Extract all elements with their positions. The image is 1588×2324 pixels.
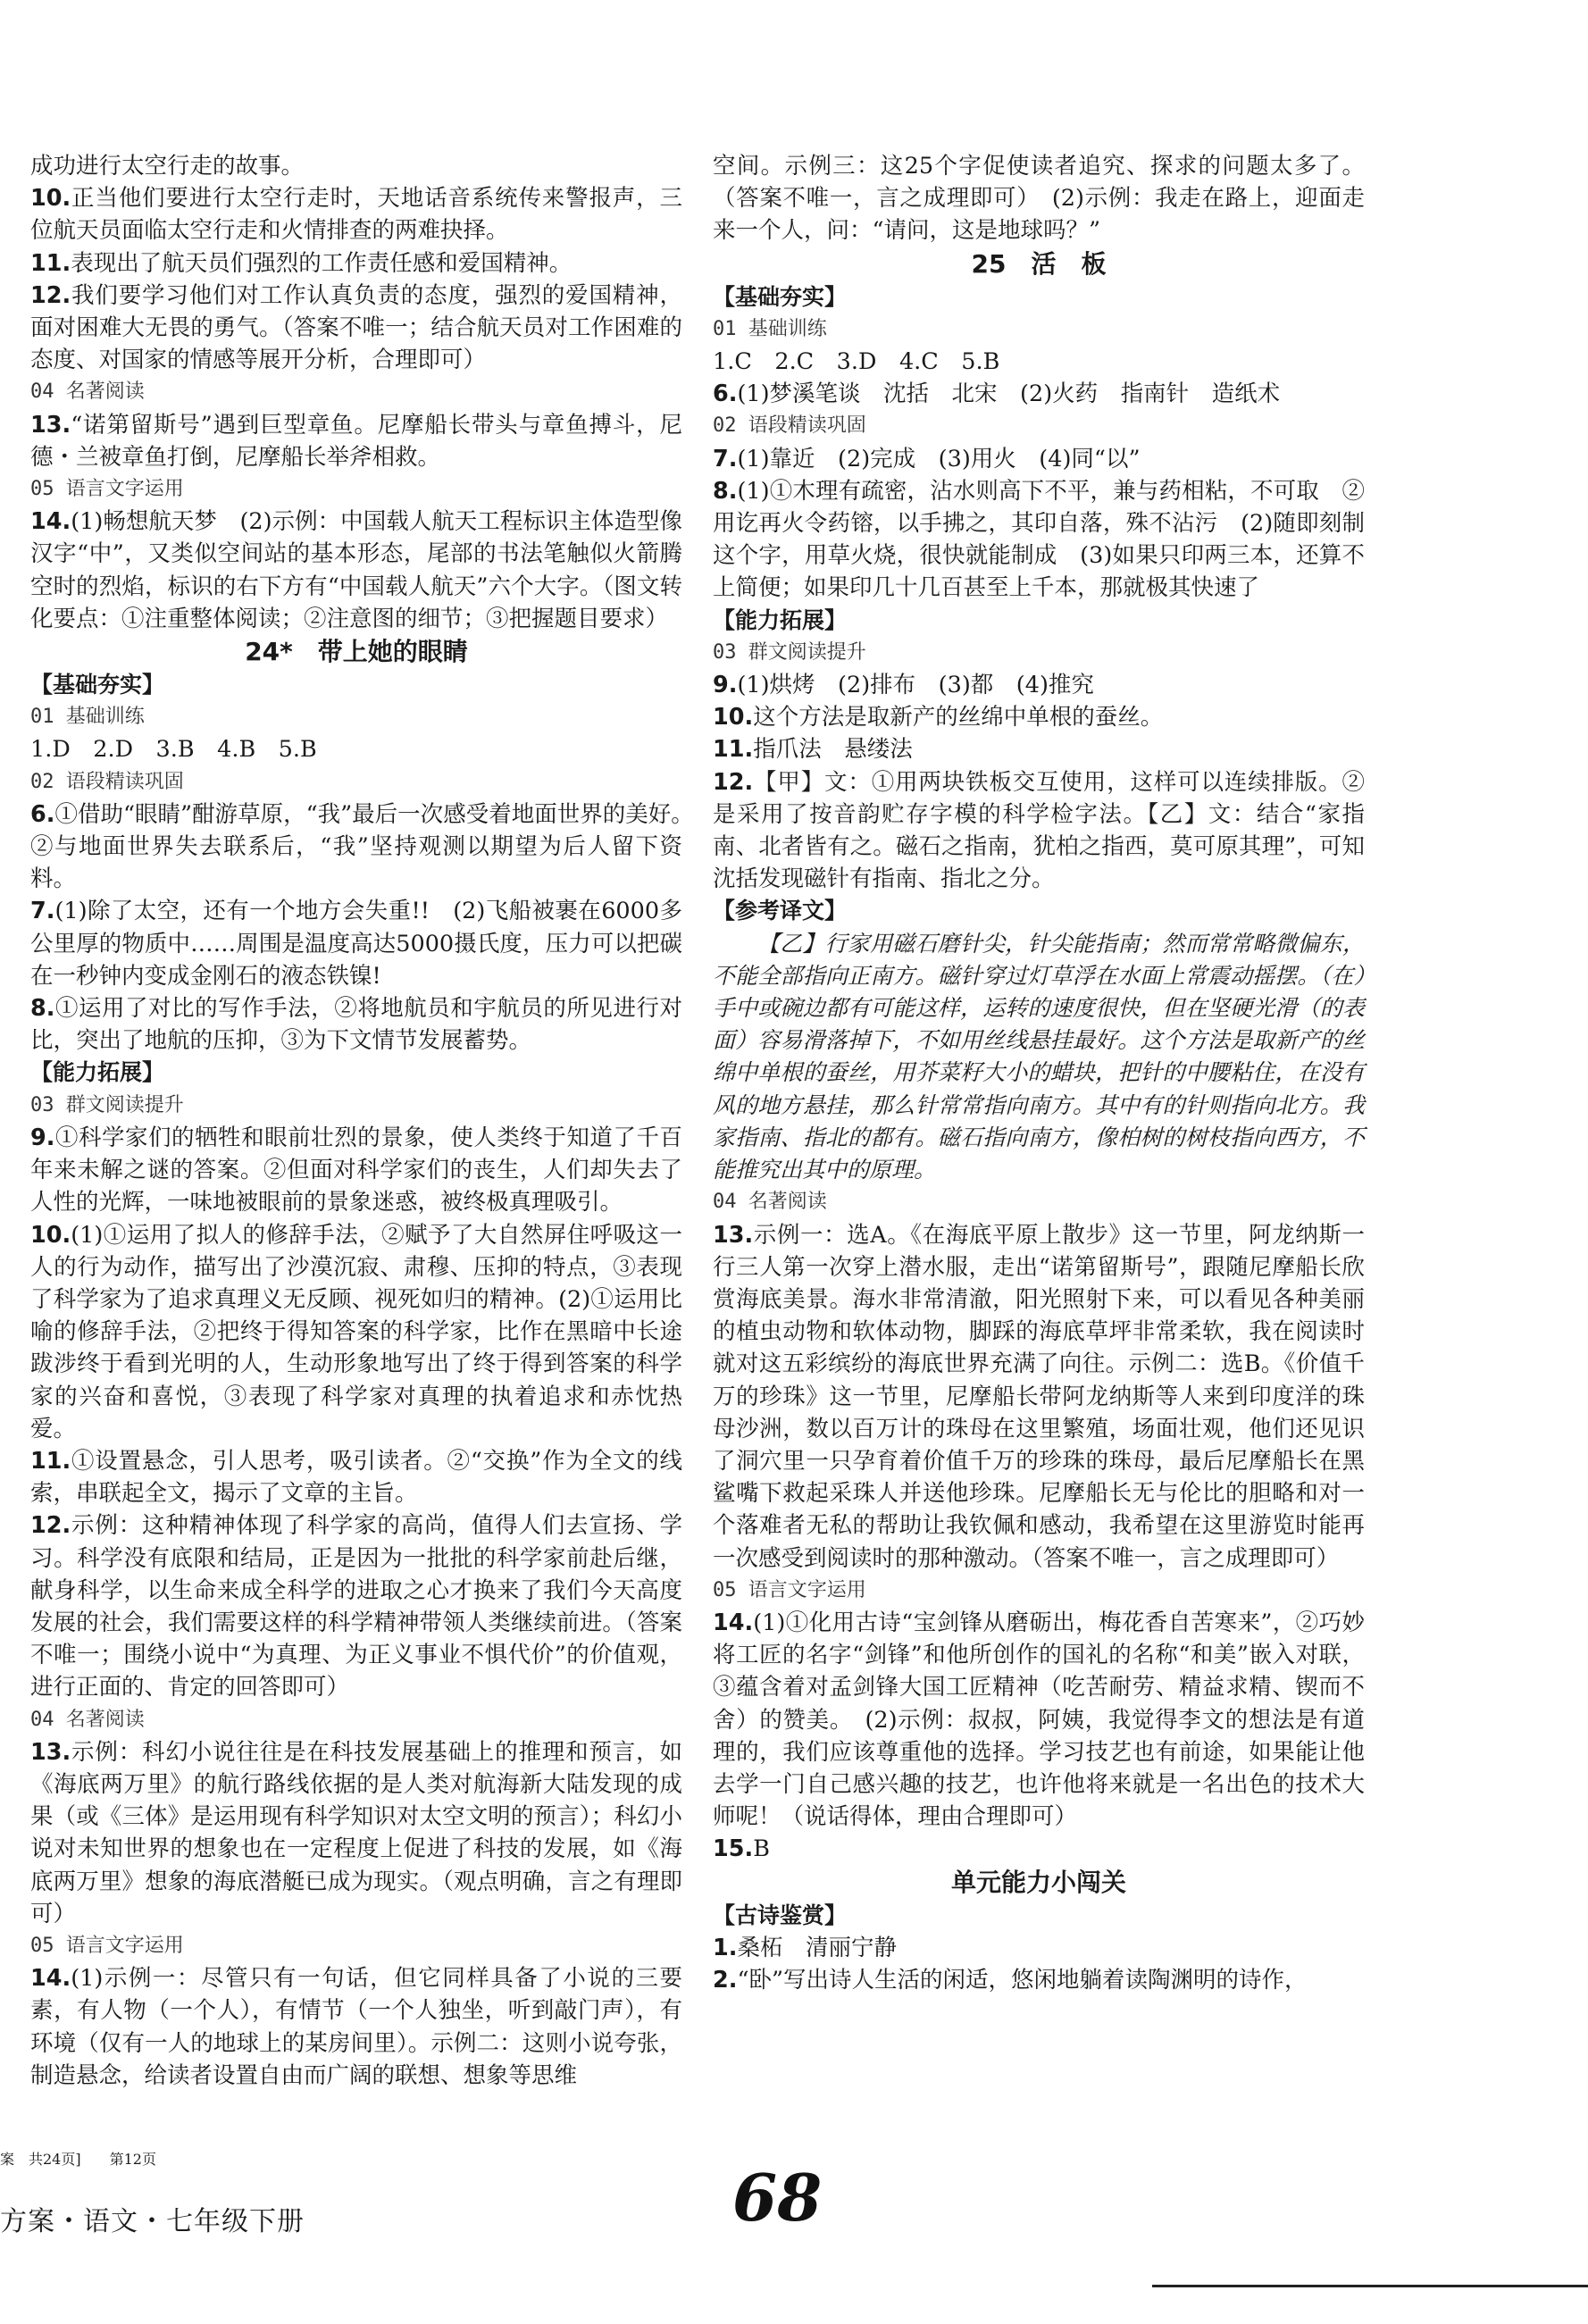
answer-text: 桑柘 清丽宁静 [737,1934,897,1961]
answer-text: 指爪法 悬缕法 [753,736,913,764]
question-number: 9. [713,672,738,699]
question-number: 2. [713,1966,738,1994]
lesson-title: 25 活 板 [971,248,1107,279]
answer-text: 表现出了航天员们强烈的工作责任感和爱国精神。 [71,249,573,277]
answer-paragraph [30,247,682,280]
footer-page-count: 案 共24页] 第12页 [0,2151,156,2168]
answer-text: 示例一：选A。《在海底平原上散步》这一节里，阿龙纳斯一行三人第一次穿上潜水服，走出“诺第留斯号”，跟随尼摩船长欣赏海底美景。海水非常清澈，阳光照射下来，可以看见各种美丽的植虫动物和软体动物，脚踩的海底草坪非常柔软，我在阅读时就对这五彩缤纷的海底世界充满了向往。示例二：选B。《价值千万的珍珠》这一节里，尼摩船长带阿龙纳斯等人来到印度洋的珠母沙洲，数以百万计的珠母在这里繁殖，场面壮观，他们还见识了洞穴里一只孕育着价值千万的珍珠的珠母，最后尼摩船长在黑鲨嘴下救起采珠人并送他珍珠。尼摩船长无与伦比的胆略和对一个落难者无私的帮助让我钦佩和感动，我希望在这里游览时能再一次感受到阅读时的那种激动。（答案不唯一，言之成理即可） [713,1221,1365,1572]
question-number: 7. [713,445,738,472]
question-number: 11. [30,249,71,277]
lesson-title: 24* 带上她的眼睛 [245,637,468,667]
answer-paragraph [30,1122,682,1219]
question-number: 14. [713,1609,754,1636]
question-number: 1. [713,1934,738,1961]
answer-text: 我们要学习他们对工作认真负责的态度，强烈的爱国精神，面对困难大无畏的勇气。（答案不唯一；结合航天员对工作困难的态度、对国家的情感等展开分析，合理即可） [30,281,682,374]
answer-paragraph [30,1962,682,2092]
answer-paragraph [30,280,682,377]
question-number: 11. [713,736,754,764]
subsection-label: 04 名著阅读 [30,380,145,404]
answer-paragraph [713,733,1365,765]
section-heading: 【基础夯实】 [30,672,165,698]
answer-paragraph [713,1833,1365,1865]
answer-text: 【甲】文：①用两块铁板交互使用，这样可以连续排版。②是采用了按音韵贮存字模的科学检字法。【乙】文：结合“家指南、北者皆有之。磁石之指南，犹柏之指西，莫可原其理”，可知沈括发现磁针有指南、指北之分。 [713,768,1365,893]
subsection-label: 01 基础训练 [30,706,145,729]
answer-paragraph [713,669,1365,701]
section-heading: 【能力拓展】 [713,606,848,633]
section-heading: 【能力拓展】 [30,1059,165,1086]
subsection-label: 04 名著阅读 [713,1191,827,1214]
question-number: 11. [30,1447,71,1475]
answer-paragraph [30,1509,682,1703]
answer-text: B [753,1835,770,1863]
answer-text: (1)①化用古诗“宝剑锋从磨砺出，梅花香自苦寒来”，②巧妙将工匠的名字“剑锋”和他所创作的国礼的名称“和美”嵌入对联，③蕴含着对孟剑锋大国工匠精神（吃苦耐劳、精益求精、锲而不舍）的赞美。 (2)示例：叔叔，阿姨，我觉得李文的想法是有道理的，我们应该尊重他的选择。学习技艺也有前途，如果能让他去学一门自己感兴趣的技艺，也许他将来就是一名出色的技术大师呢！（说话得体，理由合理即可） [713,1609,1365,1831]
answer-text: 空间。示例三：这25个字促使读者追究、探求的问题太多了。（答案不唯一，言之成理即可） (2)示例：我走在路上，迎面走来一个人，问：“请问，这是地球吗？” [713,153,1365,245]
answer-text: 这个方法是取新产的丝绵中单根的蚕丝。 [753,704,1164,731]
answer-paragraph [30,1736,682,1930]
answer-paragraph [30,1219,682,1445]
answer-text: “诺第留斯号”遇到巨型章鱼。尼摩船长带头与章鱼搏斗，尼德・兰被章鱼打倒，尼摩船长举斧相救。 [30,411,682,471]
answer-text: ①运用了对比的写作手法，②将地航员和宇航员的所见进行对比，突出了地航的压抑，③为下文情节发展蓄势。 [30,995,682,1055]
answer-paragraph [713,443,1365,475]
answer-paragraph [30,733,682,765]
lesson-title: 单元能力小闯关 [950,1867,1126,1897]
question-number: 10. [30,185,71,213]
subsection-label: 03 群文阅读提升 [713,640,866,664]
answer-paragraph [713,701,1365,733]
answer-paragraph [30,409,682,473]
question-number: 6. [30,800,55,828]
answer-paragraph [713,1964,1365,1996]
question-number: 13. [30,1738,71,1766]
question-number: 14. [30,1965,71,1993]
question-number: 7. [30,898,55,925]
answer-text: 成功进行太空行走的故事。 [30,153,305,180]
question-number: 10. [713,704,754,731]
question-number: 15. [713,1835,754,1863]
answer-paragraph [713,150,1365,247]
answer-paragraph [30,992,682,1057]
question-number: 8. [30,995,55,1023]
answer-paragraph [713,1607,1365,1833]
answer-text: (1)靠近 (2)完成 (3)用火 (4)同“以” [737,445,1141,472]
answer-text: ①设置悬念，引人思考，吸引读者。②“交换”作为全文的线索，串联起全文，揭示了文章的主旨。 [30,1447,682,1508]
answer-text: (1)①木理有疏密，沾水则高下不平，兼与药相粘，不可取 ②用讫再火令药镕，以手拂之，其印自落，殊不沾污 (2)随即刻制这个字，用草火烧，很快就能制成 (3)如果只印两三本，还算不上简便；如果印几十几百甚至上千本，那就极其快速了 [713,477,1365,602]
subsection-label: 01 基础训练 [713,317,827,340]
answer-text: ①科学家们的牺牲和眼前壮烈的景象，使人类终于知道了千百年来未解之谜的答案。②但面对科学家们的丧生，人们却失去了人性的光辉，一味地被眼前的景象迷惑，被终极真理吸引。 [30,1124,682,1216]
answer-paragraph [30,1445,682,1509]
answer-text: (1)烘烤 (2)排布 (3)都 (4)推究 [737,672,1094,699]
answer-paragraph [30,182,682,247]
answer-text: “卧”写出诗人生活的闲适，悠闲地躺着读陶渊明的诗作， [737,1966,1308,1994]
subsection-label: 02 语段精读巩固 [30,770,184,793]
answer-paragraph [713,475,1365,605]
answer-paragraph [713,346,1365,378]
answer-text: 正当他们要进行太空行走时，天地话音系统传来警报声，三位航天员面临太空行走和火情排查的两难抉择。 [30,185,682,245]
answer-text: (1)梦溪笔谈 沈括 北宋 (2)火药 指南针 造纸术 [737,380,1281,408]
question-number: 10. [30,1221,71,1249]
answer-text: 示例：科幻小说往往是在科技发展基础上的推理和预言，如《海底两万里》的航行路线依据的是人类对航海新大陆发现的成果（或《三体》是运用现有科学知识对太空文明的预言）；科幻小说对未知世界的想象也在一定程度上促进了科技的发展，如《海底两万里》想象的海底潜艇已成为现实。（观点明确，言之有理即可） [30,1738,682,1927]
answer-paragraph [30,150,682,182]
answer-paragraph [30,506,682,635]
left-column [30,150,706,2092]
question-number: 13. [30,411,71,439]
question-number: 12. [713,768,754,796]
question-number: 13. [713,1221,754,1249]
answer-text: (1)除了太空，还有一个地方会失重!! (2)飞船被裹在6000多公里厚的物质中……周围是温度高达5000摄氏度，压力可以把碳在一秒钟内变成金刚石的液态铁镍! [30,898,682,990]
subsection-label: 02 语段精读巩固 [713,414,866,438]
answer-text: 示例：这种精神体现了科学家的高尚，值得人们去宣扬、学习。科学没有底限和结局，正是因为一批批的科学家前赴后继，献身科学，以生命来成全科学的进取之心才换来了我们今天高度发展的社会，我们需要这样的科学精神带领人类继续前进。（答案不唯一；围绕小说中“为真理、为正义事业不惧代价”的价值观，进行正面的、肯定的回答即可） [30,1512,682,1701]
subsection-label: 05 语言文字运用 [713,1578,866,1601]
answer-paragraph [713,1932,1365,1964]
answer-paragraph [713,1219,1365,1575]
answer-text: 1.D 2.D 3.B 4.B 5.B [30,736,317,764]
question-number: 8. [713,477,738,505]
question-number: 12. [30,281,71,309]
reference-translation: 【乙】行家用磁石磨针尖，针尖能指南；然而常常略微偏东，不能全部指向正南方。磁针穿过灯草浮在水面上常震动摇摆。（在）手中或碗边都有可能这样，运转的速度很快，但在坚硬光滑（的表面）容易滑落掉下，不如用丝线悬挂最好。这个方法是取新产的丝绵中单根的蚕丝，用芥菜籽大小的蜡块，把针的中腰粘住，在没有风的地方悬挂，那么针常常指向南方。其中有的针则指向北方。我家指南、指北的都有。磁石指向南方，像柏树的树枝指向西方，不能推究出其中的原理。 [713,930,1365,1183]
question-number: 14. [30,508,71,536]
answer-paragraph [30,895,682,992]
footer-book-title: 方案・语文・七年级下册 [0,2206,305,2237]
answer-text: 1.C 2.C 3.D 4.C 5.B [713,348,1000,376]
question-number: 9. [30,1124,55,1151]
answer-paragraph [713,378,1365,410]
question-number: 12. [30,1512,71,1540]
answer-paragraph [30,798,706,896]
section-heading: 【参考译文】 [713,898,848,924]
answer-paragraph [713,766,1365,896]
subsection-label: 04 名著阅读 [30,1708,145,1731]
section-heading: 【古诗鉴赏】 [713,1902,848,1928]
bottom-rule [1152,2285,1588,2287]
subsection-label: 03 群文阅读提升 [30,1093,184,1116]
section-heading: 【基础夯实】 [713,283,848,310]
answer-text: (1)①运用了拟人的修辞手法，②赋予了大自然屏住呼吸这一人的行为动作，描写出了沙漠沉寂、肃穆、压抑的特点，③表现了科学家为了追求真理义无反顾、视死如归的精神。(2)①运用比喻的修辞手法，②把终于得知答案的科学家，比作在黑暗中长途跋涉终于看到光明的人，生动形象地写出了终于得到答案的科学家的兴奋和喜悦，③表现了科学家对真理的执着追求和赤忱热爱。 [30,1221,682,1442]
answer-text: (1)畅想航天梦 (2)示例：中国载人航天工程标识主体造型像汉字“中”，又类似空间站的基本形态，尾部的书法笔触似火箭腾空时的烈焰，标识的右下方有“中国载人航天”六个大字。（图文转化要点：①注重整体阅读；②注意图的细节；③把握题目要求） [30,508,682,632]
subsection-label: 05 语言文字运用 [30,1934,184,1957]
right-column [713,150,1365,1996]
page-number: 68 [732,2160,823,2236]
answer-text: ①借助“眼睛”酣游草原，“我”最后一次感受着地面世界的美好。 ②与地面世界失去联系后，“我”坚持观测以期望为后人留下资料。 [30,800,706,893]
question-number: 6. [713,380,738,408]
answer-text: (1)示例一：尽管只有一句话，但它同样具备了小说的三要素，有人物（一个人），有情节（一个人独坐，听到敲门声），有环境（仅有一人的地球上的某房间里）。示例二：这则小说夸张，制造悬念，给读者设置自由而广阔的联想、想象等思维 [30,1965,682,2089]
subsection-label: 05 语言文字运用 [30,478,184,501]
